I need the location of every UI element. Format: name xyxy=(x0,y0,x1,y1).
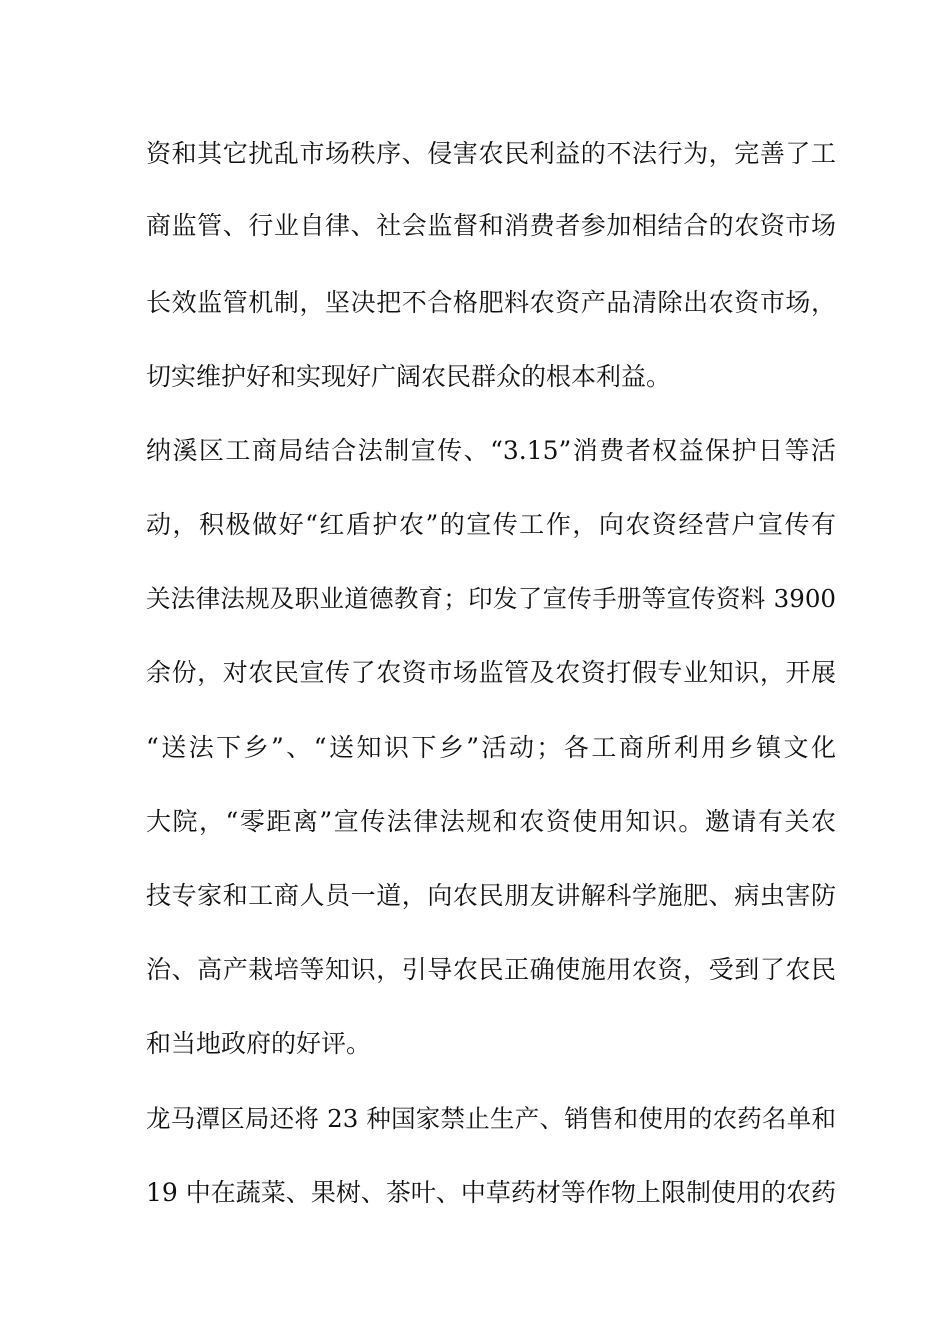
paragraph-1-line-3: 长效监管机制，坚决把不合格肥料农资产品清除出农资市场， xyxy=(146,288,836,317)
paragraph-3-line-1: 龙马潭区局还将 23 种国家禁止生产、销售和使用的农药名单和 xyxy=(146,1104,836,1133)
paragraph-1-line-2: 商监管、行业自律、社会监督和消费者参加相结合的农资市场 xyxy=(146,211,836,240)
paragraph-2-line-2: 动，积极做好“红盾护农”的宣传工作，向农资经营户宣传有 xyxy=(146,510,836,539)
paragraph-2-line-4: 余份，对农民宣传了农资市场监管及农资打假专业知识，开展 xyxy=(146,658,836,687)
paragraph-2-line-9: 和当地政府的好评。 xyxy=(146,1029,372,1058)
paragraph-1-line-1: 资和其它扰乱市场秩序、侵害农民利益的不法行为，完善了工 xyxy=(146,139,836,168)
paragraph-2-line-5: “送法下乡”、“送知识下乡”活动；各工商所利用乡镇文化 xyxy=(146,733,836,762)
paragraph-2-line-7: 技专家和工商人员一道，向农民朋友讲解科学施肥、病虫害防 xyxy=(146,881,836,910)
paragraph-2-line-3: 关法律法规及职业道德教育；印发了宣传手册等宣传资料 3900 xyxy=(146,584,836,613)
paragraph-2-line-1: 纳溪区工商局结合法制宣传、“3.15”消费者权益保护日等活 xyxy=(146,436,836,465)
paragraph-2-line-8: 治、高产栽培等知识，引导农民正确使施用农资，受到了农民 xyxy=(146,955,836,984)
paragraph-2-line-6: 大院，“零距离”宣传法律法规和农资使用知识。邀请有关农 xyxy=(146,807,836,836)
paragraph-3-line-2: 19 中在蔬菜、果树、茶叶、中草药材等作物上限制使用的农药 xyxy=(146,1178,836,1207)
paragraph-1-line-4: 切实维护好和实现好广阔农民群众的根本利益。 xyxy=(146,362,672,391)
